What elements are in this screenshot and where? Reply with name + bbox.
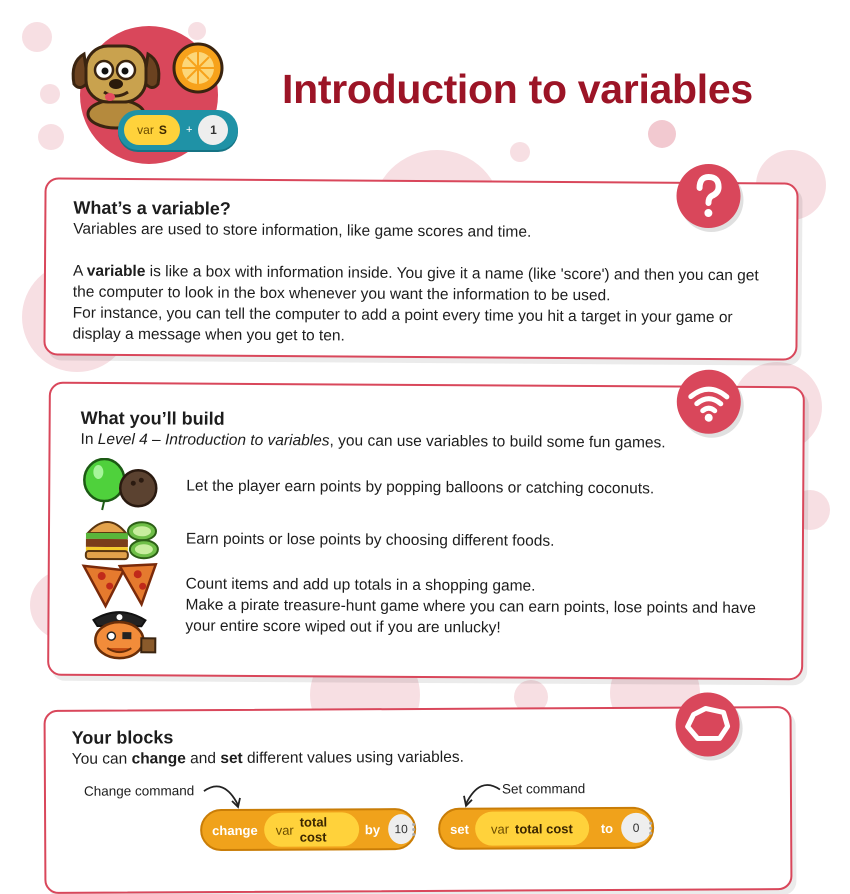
var-name: S [158, 123, 167, 137]
list-item-text: Count items and add up totals in a shopping game. [185, 575, 536, 595]
header-illustration [58, 26, 248, 166]
section-heading: What’s a variable? [73, 197, 231, 219]
block-connector: to [600, 820, 614, 836]
list-item-text: Earn points or lose points by choosing different foods. [185, 530, 555, 550]
number-slot: 1 [198, 115, 228, 145]
background-bubble [510, 142, 530, 162]
list-item-text: Make a pirate treasure-hunt game where you can earn points, lose points and have your entire score wiped out if you are unlucky! [185, 596, 756, 637]
variable-slot[interactable]: var total cost [264, 812, 359, 846]
variable-expression-chip [118, 110, 238, 150]
section-what-is-variable [43, 177, 798, 360]
background-bubble [22, 22, 52, 52]
variable-slot[interactable]: var total cost [475, 811, 589, 846]
change-block[interactable] [200, 808, 416, 851]
section-what-you-will-build [47, 382, 805, 681]
list-item [80, 556, 536, 610]
section-intro: You can change and set different values using variables. [71, 748, 464, 768]
block-keyword: change [212, 822, 258, 838]
value-slot[interactable]: 0 [621, 813, 651, 843]
section-paragraph: A variable is like a box with information inside. You give it a name (like 'score') and then you can get the computer to look in the box whenever you want the information to be used. [72, 262, 759, 305]
curved-arrow-icon [202, 781, 248, 811]
section-intro: In Level 4 – Introduction to variables, you can use variables to build some fun games. [80, 430, 666, 452]
block-connector: by [364, 821, 381, 837]
list-item [79, 596, 756, 660]
section-heading: What you’ll build [80, 407, 225, 429]
list-item [80, 458, 655, 512]
set-command-label: Set command [501, 781, 586, 797]
section-paragraph: For instance, you can tell the computer to add a point every time you hit a target in your game or display a message when you get to ten. [72, 304, 733, 345]
wifi-icon [677, 370, 741, 434]
pizza-icon [80, 556, 160, 610]
operator: + [186, 124, 193, 136]
value-slot[interactable]: 10 [388, 814, 414, 844]
section-heading: Your blocks [71, 727, 174, 748]
set-block[interactable] [438, 807, 654, 850]
variable-slot [124, 115, 180, 145]
orange-slice-icon [171, 41, 225, 95]
block-keyword: set [450, 821, 469, 837]
question-mark-icon [676, 164, 740, 228]
var-label: var [137, 123, 154, 137]
change-command-label: Change command [83, 783, 195, 799]
background-bubble [40, 84, 60, 104]
balloon-coconut-icon [80, 458, 160, 512]
pirate-icon [79, 606, 159, 660]
background-bubble [648, 120, 676, 148]
section-your-blocks [44, 706, 793, 894]
curved-arrow-icon [458, 780, 502, 810]
section-intro: Variables are used to store information, like game scores and time. [73, 220, 532, 241]
page-title: Introduction to variables [282, 66, 753, 112]
list-item-text: Let the player earn points by popping balloons or catching coconuts. [186, 477, 655, 497]
block-shape-icon [675, 692, 739, 756]
